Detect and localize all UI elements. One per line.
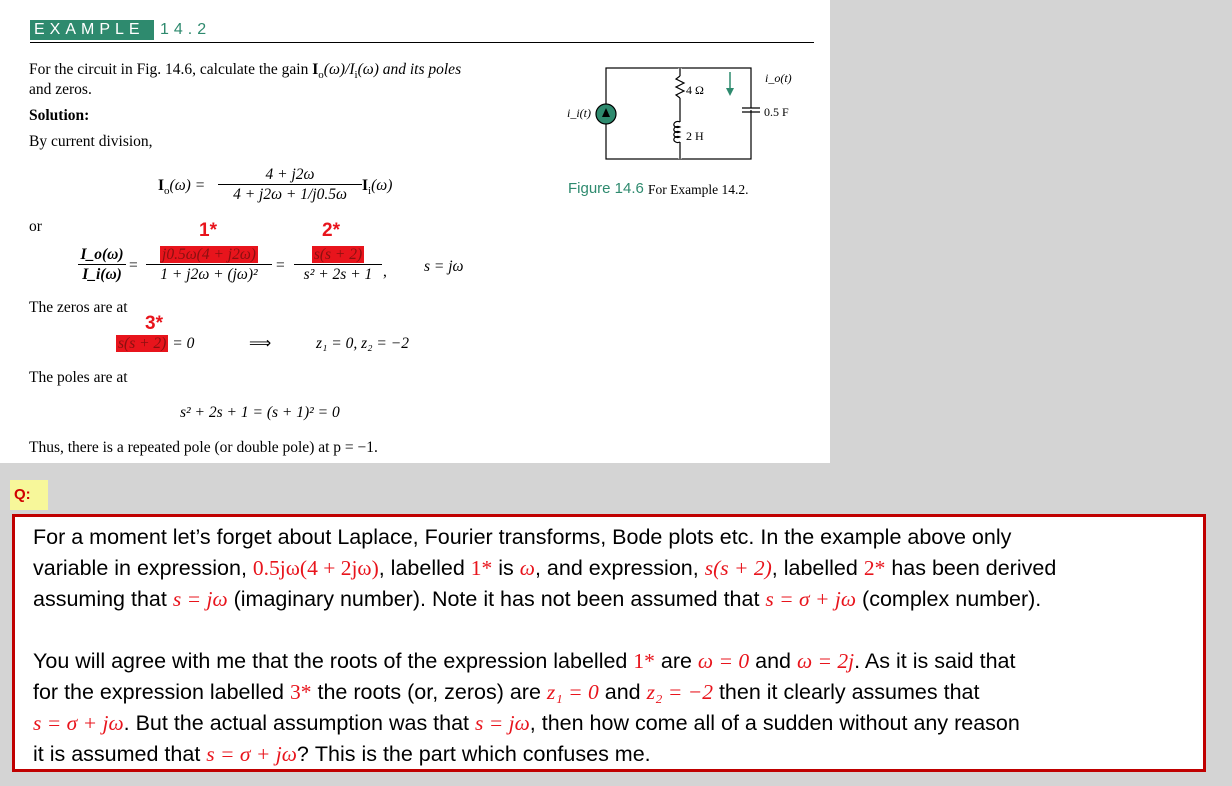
q3-s-complex: s = σ + jω (765, 587, 857, 611)
eq2-numerator-1-highlight: j0.5ω(4 + j2ω) (162, 246, 256, 263)
q7-c: ? This is the part which confuses me. (296, 742, 651, 766)
problem-line-1 (29, 60, 461, 85)
q-line-6 (33, 708, 1020, 739)
problem-ii-sub: i (354, 69, 358, 82)
q-line-7 (33, 739, 651, 770)
q6-d: , then how come all of a sudden without any reason (529, 711, 1020, 735)
fig-resistor-label: 4 Ω (686, 83, 704, 97)
question-label: Q: (10, 480, 48, 510)
eq1-rhs-sub: i (368, 185, 372, 198)
q3-c: (imaginary number). Note it has not been assumed that (233, 587, 760, 611)
q3-s-jw: s = jω (172, 587, 228, 611)
q5-label-3: 3* (289, 680, 312, 704)
q2-k: has been derived (891, 556, 1057, 580)
eq2-fraction-1 (146, 245, 272, 284)
eq2-denominator-1: 1 + j2ω + (jω)² (146, 264, 272, 284)
eq2-fraction-2 (294, 245, 382, 284)
zeros-text: The zeros are at (29, 299, 128, 316)
q2-c: , labelled (378, 556, 465, 580)
q6-b: . But the actual assumption was that (123, 711, 470, 735)
eq2-lhs-denominator: I_i(ω) (78, 264, 126, 284)
eq1-denominator: 4 + j2ω + 1/j0.5ω (218, 184, 362, 204)
zeros-equation (116, 334, 194, 354)
example-label: EXAMPLE (30, 20, 152, 40)
q2-g: , and expression, (534, 556, 699, 580)
eq1-lhs-symbol: I (158, 177, 165, 194)
zeros-highlight: s(s + 2) (118, 335, 167, 352)
q4-root-1: ω = 0 (697, 649, 750, 673)
poles-equation: s² + 2s + 1 = (s + 1)² = 0 (180, 404, 340, 421)
fig-capacitor-label: 0.5 F (764, 105, 789, 119)
q4-a: You will agree with me that the roots of the expression labelled (33, 649, 628, 673)
q5-a: for the expression labelled (33, 680, 284, 704)
eq2-denominator-2: s² + 2s + 1 (294, 264, 382, 284)
q3-e: (complex number). (862, 587, 1042, 611)
eq2-lhs-numerator: I_o(ω) (80, 246, 124, 263)
q6-s-complex: s = σ + jω (33, 711, 124, 735)
q2-label-2: 2* (863, 556, 886, 580)
q4-root-2: ω = 2j (796, 649, 855, 673)
q-line-3 (33, 584, 1041, 615)
or-label: or (29, 218, 42, 235)
figure-caption-text: For Example 14.2. (648, 182, 749, 197)
problem-end: (ω) and its poles (357, 61, 462, 78)
problem-text-a: For the circuit in Fig. 14.6, calculate the gain (29, 61, 313, 78)
eq1-fraction (218, 165, 362, 204)
q4-c: are (660, 649, 692, 673)
q4-label-1: 1* (633, 649, 655, 673)
q4-e: and (755, 649, 791, 673)
intro-text: By current division, (29, 133, 153, 150)
eq2-equals-1: = (129, 257, 138, 274)
q2-a: variable in expression, (33, 556, 247, 580)
label-3: 3* (145, 313, 163, 334)
eq2-condition: s = jω (424, 258, 464, 275)
label-1: 1* (199, 220, 217, 241)
eq1-lhs (158, 176, 205, 201)
eq1-lhs-arg: (ω) = (169, 177, 206, 194)
eq2-equals-2: = (276, 257, 285, 274)
q2-e: is (498, 556, 514, 580)
q5-c: the roots (or, zeros) are (317, 680, 541, 704)
q5-e: and (604, 680, 641, 704)
q5-z1: z₁ = 0 (546, 680, 599, 704)
label-2: 2* (322, 220, 340, 241)
fig-source-label: i_i(t) (567, 106, 591, 120)
eq1-rhs-symbol: I (362, 177, 369, 194)
example-number: 14.2 (152, 20, 211, 40)
fig-inductor-label: 2 H (686, 129, 704, 143)
q2-expr-1: 0.5jω(4 + 2jω) (252, 556, 379, 580)
q5-g: then it clearly assumes that (718, 680, 980, 704)
fig-output-label: i_o(t) (765, 71, 792, 85)
eq2-numerator-2-highlight: s(s + 2) (313, 246, 363, 263)
zeros-arrow: ⟹ (249, 335, 272, 352)
q7-a: it is assumed that (33, 742, 201, 766)
problem-mid: (ω)/I (323, 61, 355, 78)
figure-caption-number: Figure 14.6 (568, 180, 644, 197)
problem-line-2: and zeros. (29, 81, 92, 98)
q3-a: assuming that (33, 587, 167, 611)
q6-s-jw: s = jω (475, 711, 530, 735)
q-line-5 (33, 677, 979, 708)
zeros-result: z₁ = 0, z₂ = −2 (316, 335, 409, 352)
eq1-lhs-sub: o (164, 185, 170, 198)
q-line-1: For a moment let’s forget about Laplace, Fourier transforms, Bode plots etc. In the example above only (33, 525, 1012, 549)
problem-io-sub: o (318, 69, 324, 82)
q2-omega: ω (519, 556, 535, 580)
eq2-lhs-fraction (78, 245, 126, 284)
example-header (30, 16, 814, 43)
problem-io: I (312, 61, 319, 78)
eq1-rhs (362, 176, 392, 201)
q4-g: . As it is said that (854, 649, 1016, 673)
conclusion-text: Thus, there is a repeated pole (or double pole) at p = −1. (29, 439, 378, 456)
question-box (12, 514, 1206, 772)
q-line-2 (33, 553, 1056, 584)
q7-s-complex: s = σ + jω (206, 742, 297, 766)
solution-heading: Solution: (29, 107, 90, 124)
poles-text: The poles are at (29, 369, 128, 386)
zeros-eq-rest: = 0 (172, 335, 195, 352)
eq1-rhs-arg: (ω) (371, 177, 393, 194)
q2-expr-2: s(s + 2) (704, 556, 772, 580)
q2-i: , labelled (771, 556, 858, 580)
output-arrow-icon (726, 88, 734, 96)
q5-z2: z₂ = −2 (646, 680, 713, 704)
q2-label-1: 1* (470, 556, 493, 580)
eq1-numerator: 4 + j2ω (265, 166, 315, 183)
textbook-excerpt (0, 0, 830, 463)
q-line-4 (33, 646, 1015, 677)
eq2-comma: , (383, 263, 387, 280)
